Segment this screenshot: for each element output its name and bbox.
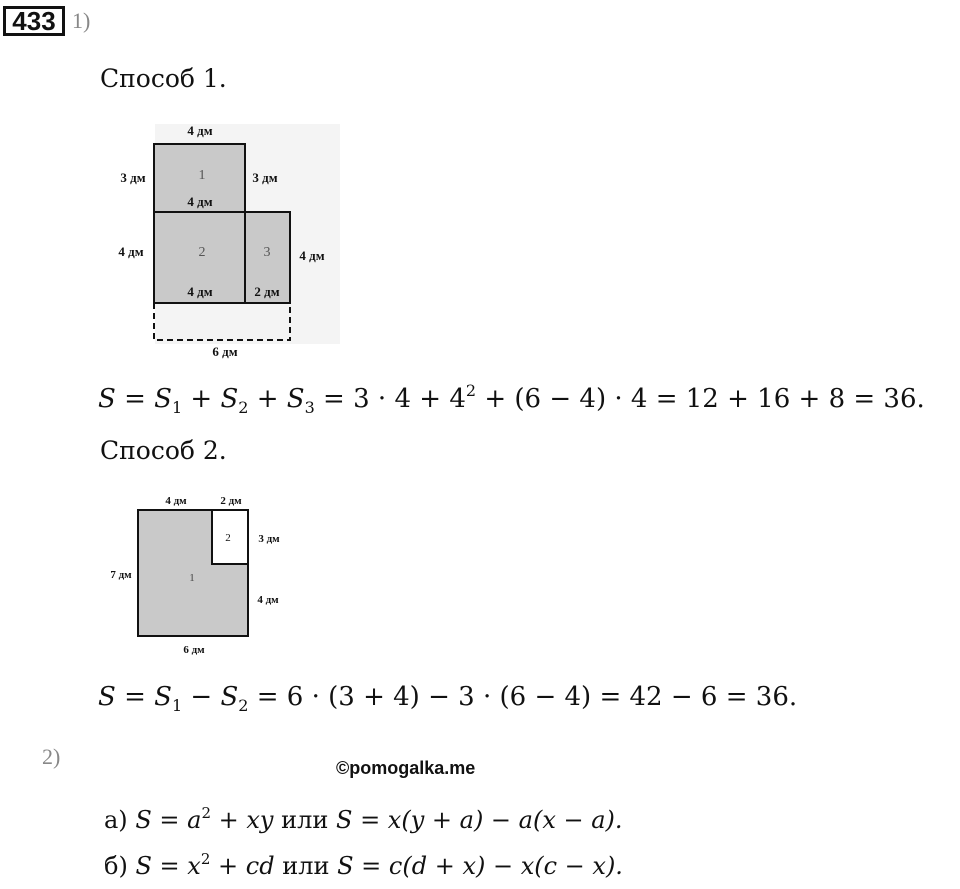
method-2-title: Способ 2. (100, 436, 227, 465)
method-1-title: Способ 1. (100, 64, 227, 93)
watermark: ©pomogalka.me (336, 758, 476, 778)
big-rect-number: 1 (189, 572, 195, 584)
rect-3-right-label: 4 дм (299, 248, 325, 263)
method-1-figure (105, 118, 345, 368)
rect-1-left-label: 3 дм (120, 170, 146, 185)
answer-b: б) $S = x^2$ + cd или S = c(d + x) − x(c − x). (104, 850, 623, 880)
rect-2-bottom-label: 4 дм (187, 284, 213, 299)
method-2-figure (104, 488, 304, 660)
bottom-label: 6 дм (183, 644, 205, 656)
left-label: 7 дм (110, 569, 132, 581)
part-1-label: 1) (72, 8, 91, 33)
top-left-label: 4 дм (165, 495, 187, 507)
rect-3-bottom-label: 2 дм (254, 284, 280, 299)
part-2-label: 2) (42, 744, 61, 769)
method-2-formula: $S = S_1 - S_2 = 6 \cdot (3 + 4) - 3 \cdot (6 - 4) = 42 - 6 = 36$. (98, 682, 798, 715)
rect-1-number: 1 (198, 168, 206, 183)
rect-1-right-label: 3 дм (252, 170, 278, 185)
rect-2-number: 2 (198, 245, 206, 260)
top-right-label: 2 дм (220, 495, 242, 507)
rect-1-bottom-label: 4 дм (187, 194, 213, 209)
right-top-label: 3 дм (258, 533, 280, 545)
rect-2-left-label: 4 дм (118, 244, 144, 259)
right-bottom-label: 4 дм (257, 594, 279, 606)
small-rect-number: 2 (225, 532, 231, 544)
problem-number: 433 (3, 6, 65, 36)
total-bottom-label: 6 дм (212, 344, 238, 359)
method-1-formula: $S = S_1 + S_2 + S_3 = 3 \cdot 4 + 4^2 + (6 - 4) \cdot 4 = 12 + 16 + 8 = 36$. (98, 381, 925, 417)
answer-a: а) $S = a^2$ + xy или S = x(y + a) − a(x − a). (104, 804, 623, 834)
rect-3-number: 3 (263, 245, 271, 260)
rect-1-top-label: 4 дм (187, 123, 213, 138)
